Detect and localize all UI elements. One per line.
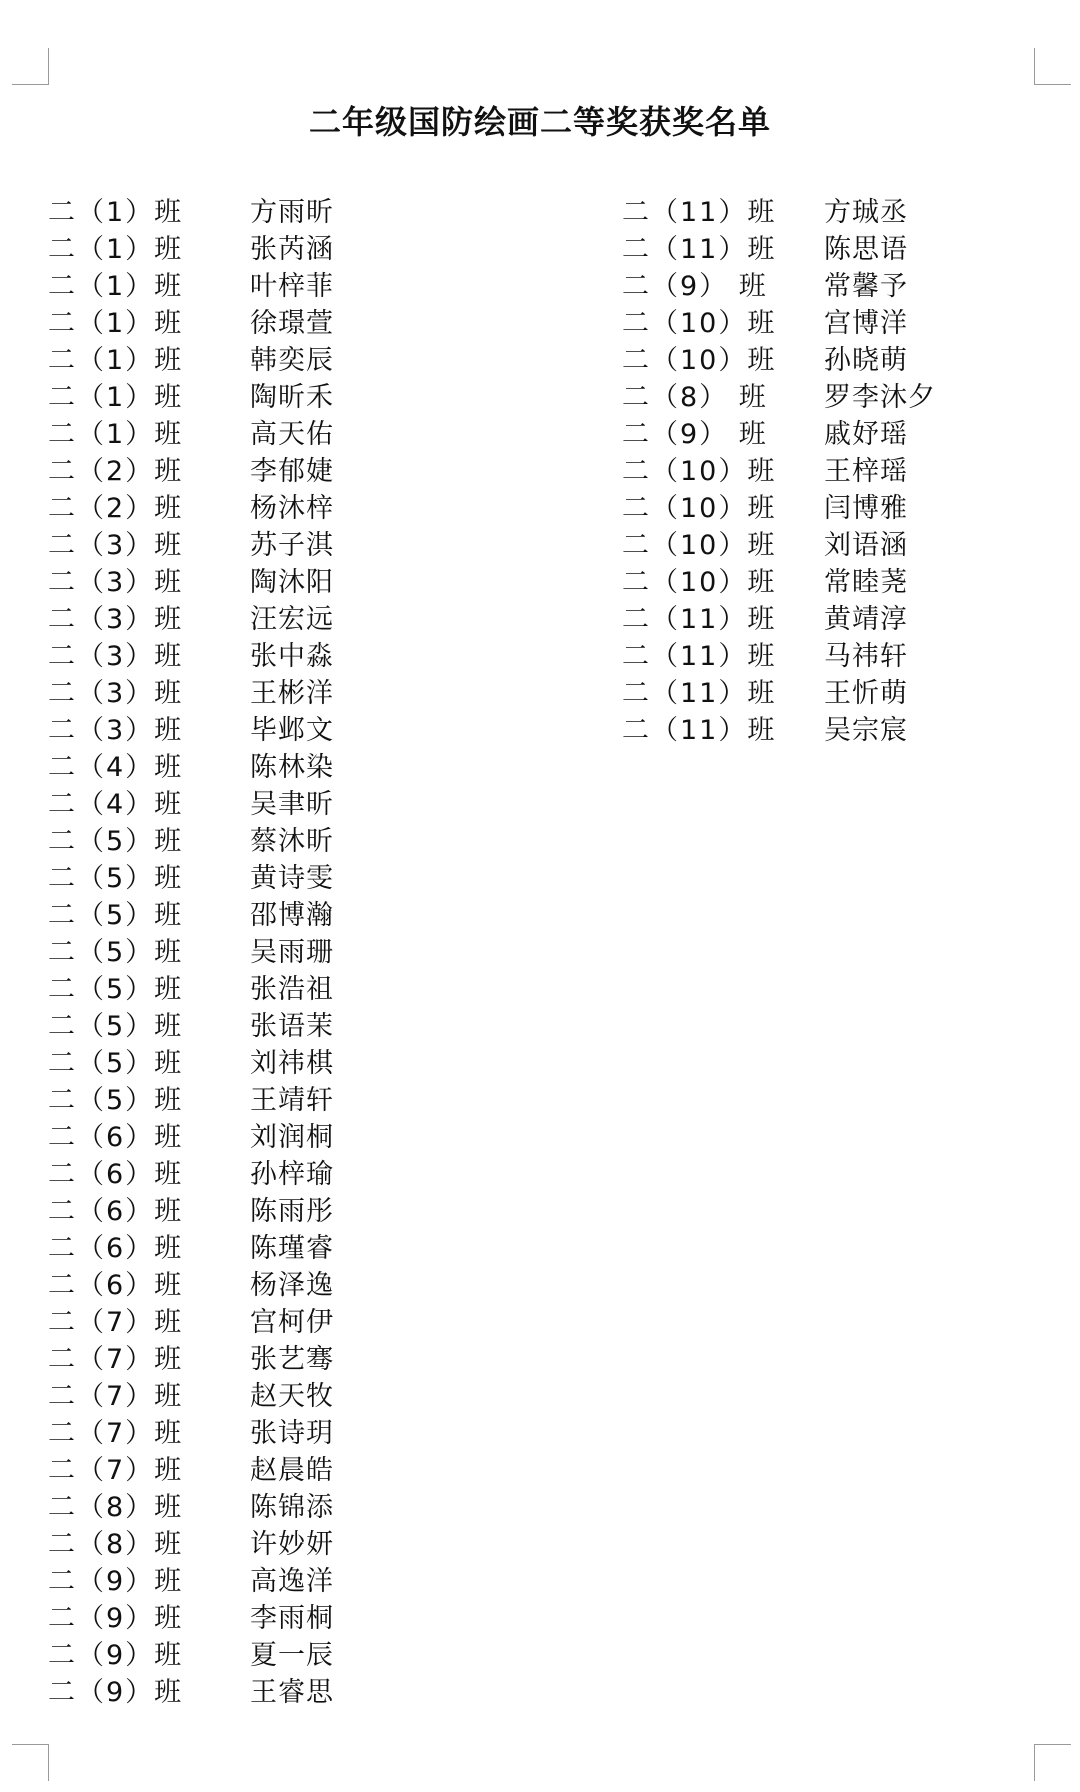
- class-label: 二（9）班: [48, 1603, 184, 1634]
- student-name: 孙晓萌: [824, 345, 908, 376]
- class-label: 二（9）班: [48, 1566, 184, 1597]
- class-label: 二（7）班: [48, 1344, 184, 1375]
- student-name: 许妙妍: [250, 1529, 334, 1560]
- student-name: 赵天牧: [250, 1381, 334, 1412]
- student-name: 马祎轩: [824, 641, 908, 672]
- student-name: 高逸洋: [250, 1566, 334, 1597]
- student-name: 宫柯伊: [250, 1307, 334, 1338]
- class-label: 二（7）班: [48, 1307, 184, 1338]
- class-label: 二（2）班: [48, 493, 184, 524]
- student-name: 常睦荛: [824, 567, 908, 598]
- class-label: 二（5）班: [48, 863, 184, 894]
- class-label: 二（6）班: [48, 1270, 184, 1301]
- class-label: 二（10）班: [622, 345, 777, 376]
- student-name: 毕邺文: [250, 715, 334, 746]
- document-title: 二年级国防绘画二等奖获奖名单: [308, 103, 771, 141]
- student-name: 张芮涵: [250, 234, 334, 265]
- class-label: 二（1）班: [48, 345, 184, 376]
- class-label: 二（1）班: [48, 197, 184, 228]
- crop-mark-top-right: [1034, 48, 1071, 85]
- class-label: 二（3）班: [48, 678, 184, 709]
- class-label: 二（10）班: [622, 493, 777, 524]
- student-name: 张语茉: [250, 1011, 334, 1042]
- class-label: 二（1）班: [48, 234, 184, 265]
- student-name: 方珹丞: [824, 197, 908, 228]
- class-label: 二（6）班: [48, 1196, 184, 1227]
- class-label: 二（11）班: [622, 715, 777, 746]
- student-name: 陈锦添: [250, 1492, 334, 1523]
- class-label: 二（1）班: [48, 419, 184, 450]
- class-label: 二（1）班: [48, 271, 184, 302]
- class-label: 二（9）班: [48, 1677, 184, 1708]
- student-name: 孙梓瑜: [250, 1159, 334, 1190]
- student-name: 汪宏远: [250, 604, 334, 635]
- class-label: 二（3）班: [48, 530, 184, 561]
- class-label: 二（11）班: [622, 234, 777, 265]
- crop-mark-top-left: [12, 48, 49, 85]
- student-name: 王彬洋: [250, 678, 334, 709]
- student-name: 叶梓菲: [250, 271, 334, 302]
- class-label: 二（7）班: [48, 1381, 184, 1412]
- student-name: 陶昕禾: [250, 382, 334, 413]
- student-name: 刘祎棋: [250, 1048, 334, 1079]
- class-label: 二（9）班: [48, 1640, 184, 1671]
- class-label: 二（7）班: [48, 1418, 184, 1449]
- student-name: 李雨桐: [250, 1603, 334, 1634]
- student-name: 黄靖淳: [824, 604, 908, 635]
- student-name: 吴宗宸: [824, 715, 908, 746]
- student-name: 高天佑: [250, 419, 334, 450]
- class-label: 二（8） 班: [622, 382, 768, 413]
- student-name: 吴聿昕: [250, 789, 334, 820]
- student-name: 戚妤瑶: [824, 419, 908, 450]
- class-label: 二（6）班: [48, 1159, 184, 1190]
- student-name: 夏一辰: [250, 1640, 334, 1671]
- student-name: 吴雨珊: [250, 937, 334, 968]
- class-label: 二（3）班: [48, 715, 184, 746]
- student-name: 徐璟萱: [250, 308, 334, 339]
- student-name: 黄诗雯: [250, 863, 334, 894]
- class-label: 二（5）班: [48, 1048, 184, 1079]
- class-label: 二（7）班: [48, 1455, 184, 1486]
- class-label: 二（8）班: [48, 1492, 184, 1523]
- student-name: 蔡沐昕: [250, 826, 334, 857]
- student-name: 张浩祖: [250, 974, 334, 1005]
- student-name: 方雨昕: [250, 197, 334, 228]
- class-label: 二（4）班: [48, 752, 184, 783]
- class-label: 二（5）班: [48, 974, 184, 1005]
- student-name: 王忻萌: [824, 678, 908, 709]
- student-name: 苏子淇: [250, 530, 334, 561]
- class-label: 二（5）班: [48, 1085, 184, 1116]
- class-label: 二（8）班: [48, 1529, 184, 1560]
- class-label: 二（4）班: [48, 789, 184, 820]
- student-name: 刘语涵: [824, 530, 908, 561]
- class-label: 二（2）班: [48, 456, 184, 487]
- student-name: 陈思语: [824, 234, 908, 265]
- student-name: 张诗玥: [250, 1418, 334, 1449]
- class-label: 二（6）班: [48, 1233, 184, 1264]
- class-label: 二（9） 班: [622, 419, 768, 450]
- class-label: 二（10）班: [622, 308, 777, 339]
- student-name: 杨泽逸: [250, 1270, 334, 1301]
- student-name: 刘润桐: [250, 1122, 334, 1153]
- class-label: 二（9） 班: [622, 271, 768, 302]
- student-name: 闫博雅: [824, 493, 908, 524]
- student-name: 陈林染: [250, 752, 334, 783]
- student-name: 张艺骞: [250, 1344, 334, 1375]
- class-label: 二（11）班: [622, 604, 777, 635]
- student-name: 王睿思: [250, 1677, 334, 1708]
- class-label: 二（3）班: [48, 604, 184, 635]
- student-name: 常馨予: [824, 271, 908, 302]
- class-label: 二（10）班: [622, 530, 777, 561]
- class-label: 二（6）班: [48, 1122, 184, 1153]
- class-label: 二（10）班: [622, 456, 777, 487]
- class-label: 二（1）班: [48, 308, 184, 339]
- student-name: 杨沐梓: [250, 493, 334, 524]
- student-name: 王靖轩: [250, 1085, 334, 1116]
- student-name: 宫博洋: [824, 308, 908, 339]
- student-name: 陈雨彤: [250, 1196, 334, 1227]
- class-label: 二（1）班: [48, 382, 184, 413]
- class-label: 二（11）班: [622, 678, 777, 709]
- student-name: 陈瑾睿: [250, 1233, 334, 1264]
- student-name: 王梓瑶: [824, 456, 908, 487]
- crop-mark-bottom-left: [12, 1744, 49, 1781]
- student-name: 罗李沐夕: [824, 382, 936, 413]
- student-name: 张中淼: [250, 641, 334, 672]
- class-label: 二（10）班: [622, 567, 777, 598]
- student-name: 韩奕辰: [250, 345, 334, 376]
- class-label: 二（3）班: [48, 641, 184, 672]
- class-label: 二（5）班: [48, 937, 184, 968]
- student-name: 李郁婕: [250, 456, 334, 487]
- class-label: 二（5）班: [48, 826, 184, 857]
- class-label: 二（5）班: [48, 1011, 184, 1042]
- class-label: 二（5）班: [48, 900, 184, 931]
- student-name: 赵晨皓: [250, 1455, 334, 1486]
- student-name: 邵博瀚: [250, 900, 334, 931]
- student-name: 陶沐阳: [250, 567, 334, 598]
- class-label: 二（11）班: [622, 197, 777, 228]
- class-label: 二（11）班: [622, 641, 777, 672]
- class-label: 二（3）班: [48, 567, 184, 598]
- crop-mark-bottom-right: [1034, 1744, 1071, 1781]
